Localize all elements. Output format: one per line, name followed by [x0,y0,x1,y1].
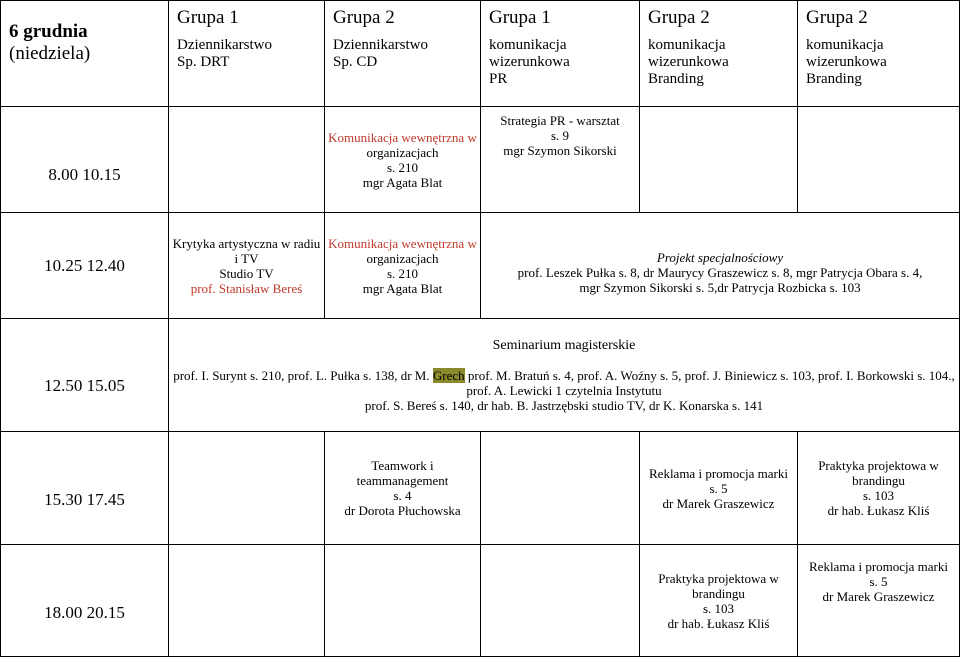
header-group: Grupa 2 [806,7,868,28]
time-cell: 18.00 20.15 [1,545,169,657]
course-name: Komunikacja wewnętrzna w [328,129,477,145]
header-date: 6 grudnia [9,21,88,42]
header-col-5 [798,1,960,107]
header-col-2 [325,1,481,107]
seminar-title: Seminarium magisterskie [492,337,636,353]
course-name: Krytyka artystyczna w radiu [172,235,321,251]
project-cell [481,213,960,319]
class-cell [325,213,481,319]
teacher: prof. Stanisław Bereś [190,280,303,296]
course-name: Reklama i promocja marki [649,465,788,481]
teacher: dr Marek Graszewicz [662,495,775,511]
class-cell [798,545,960,657]
empty-cell [640,107,798,213]
room: s. 5 [869,574,888,589]
header-line: Sp. CD [333,54,378,70]
room: s. 4 [393,488,412,503]
empty-cell [481,432,640,545]
slot-row-5 [1,545,960,657]
empty-cell [169,432,325,545]
header-line: Branding [806,71,862,87]
header-line: komunikacja [806,37,884,53]
seminar-cell [169,319,960,432]
time-cell: 10.25 12.40 [1,213,169,319]
room: s. 103 [702,600,735,616]
teachers-line: prof. Leszek Pułka s. 8, dr Maurycy Graszewicz s. 8, mgr Patrycja Obara s. 4, [517,265,923,280]
header-group: Grupa 1 [489,7,551,28]
empty-cell [798,107,960,213]
course-name: Komunikacja wewnętrzna w [328,235,477,251]
room: s. 210 [386,159,419,175]
header-group: Grupa 2 [333,7,395,28]
class-cell [640,432,798,545]
highlighted-name: Grech [432,367,465,383]
header-line: wizerunkowa [489,54,570,70]
teacher: dr hab. Łukasz Kliś [667,615,770,631]
course-line: brandingu [692,585,745,601]
teacher: mgr Szymon Sikorski [503,143,617,158]
header-group: Grupa 2 [648,7,710,28]
course-name: Reklama i promocja marki [809,559,948,574]
header-date-cell [1,1,169,107]
teacher: dr Marek Graszewicz [822,589,935,604]
class-cell [325,432,481,545]
room: s. 5 [709,480,728,496]
course-line: teammanagement [356,473,449,488]
header-col-3 [481,1,640,107]
room: s. 103 [862,488,895,503]
header-group: Grupa 1 [177,7,239,28]
empty-cell [169,545,325,657]
class-cell [798,432,960,545]
time-cell: 12.50 15.05 [1,319,169,432]
room: Studio TV [219,265,274,281]
slot-row-4 [1,432,960,545]
course-name: Teamwork i [371,458,434,473]
header-row [1,1,960,107]
time-cell: 8.00 10.15 [1,107,169,213]
header-line: PR [489,71,508,87]
seminar-text: prof. M. Bratuń s. 4, prof. A. Woźny s. 5, prof. J. Biniewicz s. 103, prof. I. Borkowski s. 104., [464,367,955,383]
header-line: Branding [648,71,704,87]
course-line: organizacjach [366,144,439,160]
header-day: (niedziela) [9,43,91,64]
room: s. 210 [386,265,419,281]
header-line: komunikacja [489,37,567,53]
course-name: Strategia PR - warsztat [500,113,620,128]
slot-row-3 [1,319,960,432]
course-line: organizacjach [366,250,439,266]
empty-cell [325,545,481,657]
course-name: Projekt specjalnościowy [656,250,784,265]
time-cell: 15.30 17.45 [1,432,169,545]
teachers-line: mgr Szymon Sikorski s. 5,dr Patrycja Rozbicka s. 103 [579,280,861,295]
slot-row-2 [1,213,960,319]
teacher: dr hab. Łukasz Kliś [827,503,930,518]
header-line: wizerunkowa [648,54,729,70]
class-cell [325,107,481,213]
teacher: mgr Agata Blat [362,280,443,296]
empty-cell [169,107,325,213]
seminar-line: prof. A. Lewicki 1 czytelnia Instytutu [466,382,662,398]
header-col-1 [169,1,325,107]
course-line: brandingu [852,473,905,488]
header-line: Dziennikarstwo [333,37,428,53]
seminar-text: prof. I. Surynt s. 210, prof. L. Pułka s. 138, dr M. [173,367,433,383]
slot-row-1 [1,107,960,213]
class-cell [481,107,640,213]
course-name: Praktyka projektowa w [818,458,939,473]
class-cell [169,213,325,319]
class-cell [640,545,798,657]
course-line: i TV [234,250,259,266]
seminar-line [169,368,959,383]
header-line: Sp. DRT [177,54,230,70]
room: s. 9 [550,128,570,143]
empty-cell [481,545,640,657]
header-line: komunikacja [648,37,726,53]
header-line: wizerunkowa [806,54,887,70]
teacher: mgr Agata Blat [362,174,443,190]
course-name: Praktyka projektowa w [658,570,779,586]
header-line: Dziennikarstwo [177,37,272,53]
header-col-4 [640,1,798,107]
teacher: dr Dorota Płuchowska [344,503,461,518]
seminar-line: prof. S. Bereś s. 140, dr hab. B. Jastrzębski studio TV, dr K. Konarska s. 141 [364,397,764,413]
